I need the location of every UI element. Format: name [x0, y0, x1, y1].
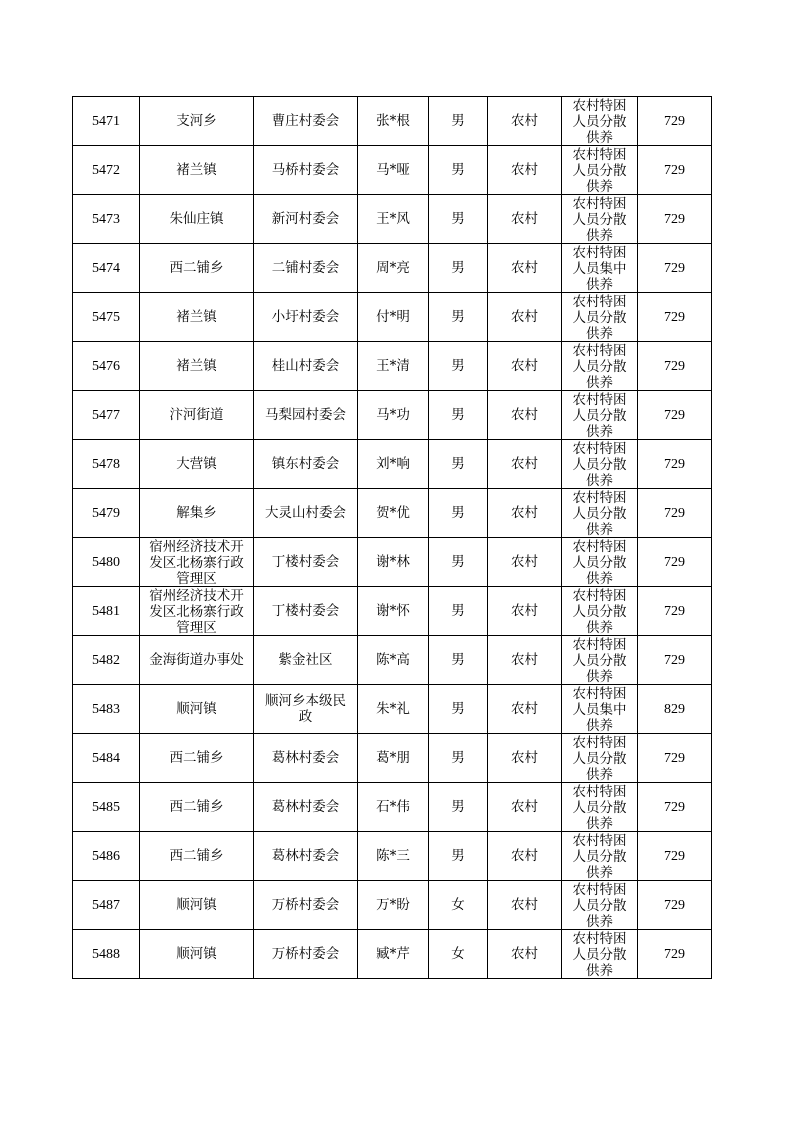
- cell-town: 褚兰镇: [140, 146, 254, 195]
- cell-town: 褚兰镇: [140, 293, 254, 342]
- cell-id: 5478: [73, 440, 140, 489]
- cell-name: 刘*响: [358, 440, 429, 489]
- cell-amount: 729: [638, 587, 712, 636]
- cell-name: 马*哑: [358, 146, 429, 195]
- table-row: [73, 538, 712, 587]
- table-row: [73, 97, 712, 146]
- cell-village: 小圩村委会: [254, 293, 358, 342]
- table-row: [73, 930, 712, 979]
- cell-name: 臧*芹: [358, 930, 429, 979]
- cell-amount: 729: [638, 244, 712, 293]
- cell-gender: 男: [429, 587, 488, 636]
- table-row: [73, 146, 712, 195]
- cell-name: 贺*优: [358, 489, 429, 538]
- cell-village: 新河村委会: [254, 195, 358, 244]
- cell-gender: 女: [429, 930, 488, 979]
- cell-village: 马梨园村委会: [254, 391, 358, 440]
- cell-town: 顺河镇: [140, 930, 254, 979]
- cell-gender: 男: [429, 489, 488, 538]
- cell-area: 农村: [488, 146, 562, 195]
- cell-type: 农村特困人员分散供养: [562, 195, 638, 244]
- cell-id: 5472: [73, 146, 140, 195]
- cell-amount: 729: [638, 636, 712, 685]
- cell-gender: 男: [429, 244, 488, 293]
- cell-area: 农村: [488, 587, 562, 636]
- cell-type: 农村特困人员集中供养: [562, 244, 638, 293]
- cell-type: 农村特困人员分散供养: [562, 489, 638, 538]
- cell-area: 农村: [488, 97, 562, 146]
- cell-village: 万桥村委会: [254, 930, 358, 979]
- cell-area: 农村: [488, 195, 562, 244]
- table-row: [73, 587, 712, 636]
- cell-village: 丁楼村委会: [254, 538, 358, 587]
- cell-type: 农村特困人员分散供养: [562, 293, 638, 342]
- cell-id: 5487: [73, 881, 140, 930]
- cell-type: 农村特困人员分散供养: [562, 930, 638, 979]
- cell-town: 西二铺乡: [140, 783, 254, 832]
- cell-id: 5474: [73, 244, 140, 293]
- cell-village: 葛林村委会: [254, 783, 358, 832]
- cell-id: 5475: [73, 293, 140, 342]
- cell-type: 农村特困人员分散供养: [562, 391, 638, 440]
- cell-gender: 男: [429, 146, 488, 195]
- cell-amount: 729: [638, 195, 712, 244]
- cell-type: 农村特困人员分散供养: [562, 832, 638, 881]
- cell-amount: 729: [638, 734, 712, 783]
- cell-amount: 729: [638, 146, 712, 195]
- cell-name: 付*明: [358, 293, 429, 342]
- cell-gender: 女: [429, 881, 488, 930]
- cell-id: 5482: [73, 636, 140, 685]
- cell-area: 农村: [488, 293, 562, 342]
- cell-area: 农村: [488, 734, 562, 783]
- cell-town: 解集乡: [140, 489, 254, 538]
- cell-village: 马桥村委会: [254, 146, 358, 195]
- cell-amount: 829: [638, 685, 712, 734]
- cell-type: 农村特困人员分散供养: [562, 97, 638, 146]
- cell-town: 顺河镇: [140, 685, 254, 734]
- cell-amount: 729: [638, 391, 712, 440]
- cell-village: 顺河乡本级民政: [254, 685, 358, 734]
- cell-area: 农村: [488, 489, 562, 538]
- cell-amount: 729: [638, 930, 712, 979]
- cell-town: 宿州经济技术开发区北杨寨行政管理区: [140, 587, 254, 636]
- cell-town: 西二铺乡: [140, 244, 254, 293]
- cell-name: 谢*怀: [358, 587, 429, 636]
- cell-id: 5473: [73, 195, 140, 244]
- cell-id: 5483: [73, 685, 140, 734]
- cell-gender: 男: [429, 538, 488, 587]
- cell-area: 农村: [488, 832, 562, 881]
- cell-area: 农村: [488, 244, 562, 293]
- table-row: [73, 342, 712, 391]
- cell-village: 葛林村委会: [254, 734, 358, 783]
- cell-type: 农村特困人员分散供养: [562, 734, 638, 783]
- cell-id: 5485: [73, 783, 140, 832]
- cell-area: 农村: [488, 538, 562, 587]
- table-row: [73, 636, 712, 685]
- cell-village: 大灵山村委会: [254, 489, 358, 538]
- cell-type: 农村特困人员分散供养: [562, 636, 638, 685]
- cell-area: 农村: [488, 930, 562, 979]
- cell-name: 万*盼: [358, 881, 429, 930]
- cell-name: 周*亮: [358, 244, 429, 293]
- cell-type: 农村特困人员集中供养: [562, 685, 638, 734]
- table-row: [73, 391, 712, 440]
- cell-town: 支河乡: [140, 97, 254, 146]
- cell-gender: 男: [429, 734, 488, 783]
- cell-town: 西二铺乡: [140, 832, 254, 881]
- cell-id: 5488: [73, 930, 140, 979]
- cell-town: 宿州经济技术开发区北杨寨行政管理区: [140, 538, 254, 587]
- cell-town: 褚兰镇: [140, 342, 254, 391]
- cell-town: 顺河镇: [140, 881, 254, 930]
- cell-gender: 男: [429, 440, 488, 489]
- cell-type: 农村特困人员分散供养: [562, 538, 638, 587]
- cell-town: 金海街道办事处: [140, 636, 254, 685]
- cell-area: 农村: [488, 391, 562, 440]
- table-row: [73, 244, 712, 293]
- cell-amount: 729: [638, 538, 712, 587]
- cell-id: 5481: [73, 587, 140, 636]
- cell-amount: 729: [638, 783, 712, 832]
- cell-type: 农村特困人员分散供养: [562, 146, 638, 195]
- table-row: [73, 440, 712, 489]
- cell-id: 5479: [73, 489, 140, 538]
- cell-area: 农村: [488, 636, 562, 685]
- cell-name: 王*风: [358, 195, 429, 244]
- cell-town: 大营镇: [140, 440, 254, 489]
- cell-id: 5486: [73, 832, 140, 881]
- cell-area: 农村: [488, 881, 562, 930]
- cell-type: 农村特困人员分散供养: [562, 587, 638, 636]
- cell-area: 农村: [488, 685, 562, 734]
- records-table: [72, 96, 712, 979]
- cell-town: 朱仙庄镇: [140, 195, 254, 244]
- cell-name: 葛*朋: [358, 734, 429, 783]
- table-row: [73, 489, 712, 538]
- cell-amount: 729: [638, 97, 712, 146]
- cell-name: 谢*林: [358, 538, 429, 587]
- cell-name: 陈*高: [358, 636, 429, 685]
- cell-name: 陈*三: [358, 832, 429, 881]
- cell-gender: 男: [429, 685, 488, 734]
- table-row: [73, 783, 712, 832]
- cell-type: 农村特困人员分散供养: [562, 342, 638, 391]
- cell-town: 汴河街道: [140, 391, 254, 440]
- records-table-body: [73, 97, 712, 979]
- cell-gender: 男: [429, 391, 488, 440]
- cell-gender: 男: [429, 636, 488, 685]
- cell-village: 紫金社区: [254, 636, 358, 685]
- cell-name: 朱*礼: [358, 685, 429, 734]
- cell-area: 农村: [488, 440, 562, 489]
- table-row: [73, 195, 712, 244]
- cell-type: 农村特困人员分散供养: [562, 783, 638, 832]
- cell-id: 5480: [73, 538, 140, 587]
- cell-village: 葛林村委会: [254, 832, 358, 881]
- cell-gender: 男: [429, 342, 488, 391]
- cell-village: 曹庄村委会: [254, 97, 358, 146]
- cell-amount: 729: [638, 832, 712, 881]
- cell-id: 5484: [73, 734, 140, 783]
- cell-name: 王*清: [358, 342, 429, 391]
- cell-name: 石*伟: [358, 783, 429, 832]
- cell-type: 农村特困人员分散供养: [562, 881, 638, 930]
- cell-type: 农村特困人员分散供养: [562, 440, 638, 489]
- cell-village: 桂山村委会: [254, 342, 358, 391]
- cell-gender: 男: [429, 97, 488, 146]
- cell-village: 二铺村委会: [254, 244, 358, 293]
- cell-id: 5476: [73, 342, 140, 391]
- table-row: [73, 293, 712, 342]
- cell-area: 农村: [488, 783, 562, 832]
- cell-amount: 729: [638, 293, 712, 342]
- cell-name: 张*根: [358, 97, 429, 146]
- cell-town: 西二铺乡: [140, 734, 254, 783]
- cell-gender: 男: [429, 783, 488, 832]
- cell-village: 万桥村委会: [254, 881, 358, 930]
- cell-gender: 男: [429, 832, 488, 881]
- cell-village: 镇东村委会: [254, 440, 358, 489]
- cell-gender: 男: [429, 293, 488, 342]
- table-row: [73, 734, 712, 783]
- cell-amount: 729: [638, 881, 712, 930]
- cell-amount: 729: [638, 342, 712, 391]
- cell-area: 农村: [488, 342, 562, 391]
- table-row: [73, 832, 712, 881]
- cell-id: 5471: [73, 97, 140, 146]
- cell-amount: 729: [638, 440, 712, 489]
- cell-amount: 729: [638, 489, 712, 538]
- cell-name: 马*功: [358, 391, 429, 440]
- table-row: [73, 881, 712, 930]
- table-row: [73, 685, 712, 734]
- cell-gender: 男: [429, 195, 488, 244]
- cell-id: 5477: [73, 391, 140, 440]
- cell-village: 丁楼村委会: [254, 587, 358, 636]
